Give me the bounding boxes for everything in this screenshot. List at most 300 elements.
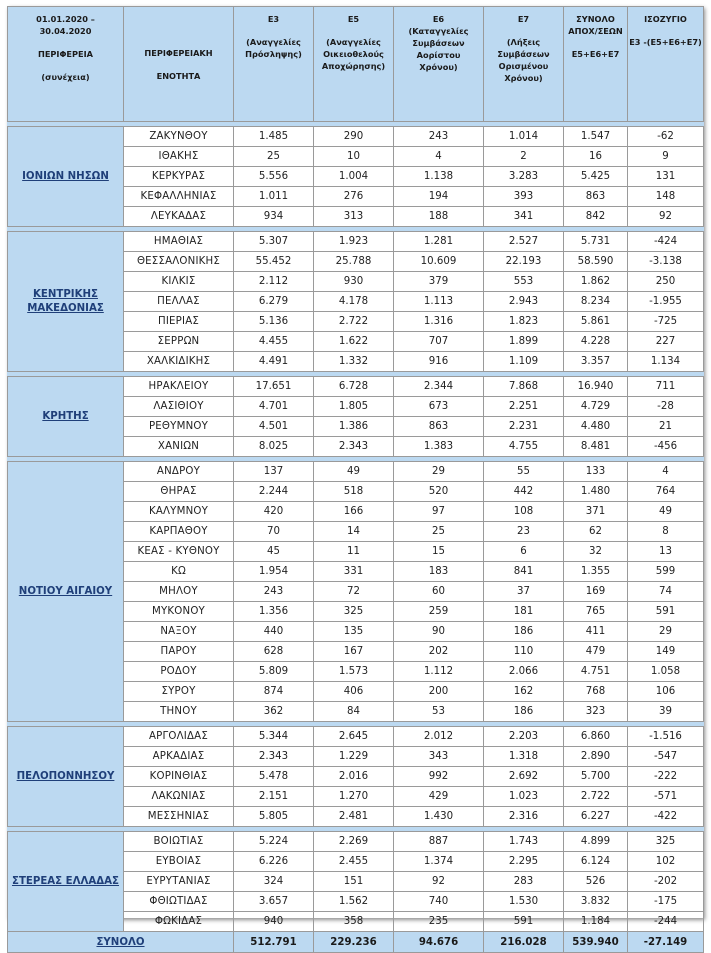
- e3-value: 362: [234, 702, 314, 722]
- e6-value: 10.609: [394, 252, 484, 272]
- unit-header: ΠΕΡΙΦΕΡΕΙΑΚΗ ΕΝΟΤΗΤΑ: [124, 7, 234, 122]
- balance-value: -28: [628, 397, 704, 417]
- sum-value: 4.480: [564, 417, 628, 437]
- e6-value: 1.430: [394, 807, 484, 827]
- table-row: [8, 377, 704, 397]
- sum-value: 169: [564, 582, 628, 602]
- e7-value: 23: [484, 522, 564, 542]
- e5-value: 1.573: [314, 662, 394, 682]
- e6-value: 863: [394, 417, 484, 437]
- unit-name: ΜΕΣΣΗΝΙΑΣ: [124, 807, 234, 827]
- unit-name: ΒΟΙΩΤΙΑΣ: [124, 832, 234, 852]
- e6-value: 235: [394, 912, 484, 932]
- region-name: ΝΟΤΙΟΥ ΑΙΓΑΙΟΥ: [8, 462, 124, 722]
- sum-value: 4.751: [564, 662, 628, 682]
- header-row: [8, 7, 704, 122]
- e6-value: 520: [394, 482, 484, 502]
- e3-value: 6.279: [234, 292, 314, 312]
- table-row: [8, 727, 704, 747]
- table-row: [8, 462, 704, 482]
- sum-value: 3.832: [564, 892, 628, 912]
- e7-value: 2.295: [484, 852, 564, 872]
- e3-value: 5.556: [234, 167, 314, 187]
- e5-value: 2.343: [314, 437, 394, 457]
- e7-value: 55: [484, 462, 564, 482]
- e3-value: 4.491: [234, 352, 314, 372]
- unit-name: ΗΜΑΘΙΑΣ: [124, 232, 234, 252]
- e6-value: 60: [394, 582, 484, 602]
- unit-name: ΜΥΚΟΝΟΥ: [124, 602, 234, 622]
- sum-value: 6.227: [564, 807, 628, 827]
- sum-value: 2.722: [564, 787, 628, 807]
- balance-value: 711: [628, 377, 704, 397]
- e3-header: Ε3 (Αναγγελίες Πρόσληψης): [234, 7, 314, 122]
- e7-value: 2.203: [484, 727, 564, 747]
- e7-value: 283: [484, 872, 564, 892]
- sum-value: 3.357: [564, 352, 628, 372]
- e5-value: 1.332: [314, 352, 394, 372]
- e6-value: 90: [394, 622, 484, 642]
- e6-value: 1.112: [394, 662, 484, 682]
- e6-header: Ε6 (Καταγγελίες Συμβάσεων Αορίστου Χρόνου): [394, 7, 484, 122]
- sum-value: 8.234: [564, 292, 628, 312]
- e7-header: Ε7 (Λήξεις Συμβάσεων Ορισμένου Χρόνου): [484, 7, 564, 122]
- e5-value: 84: [314, 702, 394, 722]
- e7-value: 591: [484, 912, 564, 932]
- e6-value: 992: [394, 767, 484, 787]
- e6-value: 2.344: [394, 377, 484, 397]
- balance-value: 106: [628, 682, 704, 702]
- e3-value: 3.657: [234, 892, 314, 912]
- e6-value: 343: [394, 747, 484, 767]
- e7-value: 2: [484, 147, 564, 167]
- region-name: ΚΡΗΤΗΣ: [8, 377, 124, 457]
- e5-value: 290: [314, 127, 394, 147]
- e5-value: 72: [314, 582, 394, 602]
- e5-value: 2.269: [314, 832, 394, 852]
- unit-name: ΚΕΡΚΥΡΑΣ: [124, 167, 234, 187]
- sum-value: 16.940: [564, 377, 628, 397]
- e3-value: 5.344: [234, 727, 314, 747]
- e5-value: 1.562: [314, 892, 394, 912]
- e7-value: 110: [484, 642, 564, 662]
- employment-flows-table: [7, 6, 704, 953]
- e7-value: 1.109: [484, 352, 564, 372]
- sum-value: 842: [564, 207, 628, 227]
- e7-value: 1.014: [484, 127, 564, 147]
- balance-value: 250: [628, 272, 704, 292]
- balance-value: -725: [628, 312, 704, 332]
- e3-value: 1.954: [234, 562, 314, 582]
- e3-value: 940: [234, 912, 314, 932]
- e7-value: 162: [484, 682, 564, 702]
- e7-value: 553: [484, 272, 564, 292]
- e3-value: 874: [234, 682, 314, 702]
- unit-name: ΘΗΡΑΣ: [124, 482, 234, 502]
- e3-value: 17.651: [234, 377, 314, 397]
- balance-value: 49: [628, 502, 704, 522]
- e6-value: 1.383: [394, 437, 484, 457]
- sum-value: 5.731: [564, 232, 628, 252]
- e7-value: 1.023: [484, 787, 564, 807]
- e3-value: 2.244: [234, 482, 314, 502]
- e5-value: 1.386: [314, 417, 394, 437]
- e7-value: 6: [484, 542, 564, 562]
- unit-name: ΡΟΔΟΥ: [124, 662, 234, 682]
- e3-value: 5.224: [234, 832, 314, 852]
- total-e7: 216.028: [484, 932, 564, 953]
- e3-value: 5.809: [234, 662, 314, 682]
- e3-value: 440: [234, 622, 314, 642]
- sum-value: 1.355: [564, 562, 628, 582]
- e3-value: 243: [234, 582, 314, 602]
- e3-value: 8.025: [234, 437, 314, 457]
- e3-value: 324: [234, 872, 314, 892]
- sum-value: 1.184: [564, 912, 628, 932]
- e7-value: 186: [484, 622, 564, 642]
- e3-value: 137: [234, 462, 314, 482]
- e7-value: 2.251: [484, 397, 564, 417]
- e6-value: 707: [394, 332, 484, 352]
- unit-name: ΗΡΑΚΛΕΙΟΥ: [124, 377, 234, 397]
- sum-value: 2.890: [564, 747, 628, 767]
- total-e6: 94.676: [394, 932, 484, 953]
- unit-name: ΑΝΔΡΟΥ: [124, 462, 234, 482]
- e7-value: 4.755: [484, 437, 564, 457]
- balance-value: -1.516: [628, 727, 704, 747]
- sum-value: 4.899: [564, 832, 628, 852]
- e7-value: 108: [484, 502, 564, 522]
- unit-name: ΕΥΒΟΙΑΣ: [124, 852, 234, 872]
- e5-value: 135: [314, 622, 394, 642]
- document-page: [7, 6, 703, 948]
- sum-value: 765: [564, 602, 628, 622]
- balance-value: 591: [628, 602, 704, 622]
- sum-value: 4.729: [564, 397, 628, 417]
- e6-value: 887: [394, 832, 484, 852]
- balance-value: 148: [628, 187, 704, 207]
- unit-name: ΛΕΥΚΑΔΑΣ: [124, 207, 234, 227]
- unit-name: ΜΗΛΟΥ: [124, 582, 234, 602]
- sum-value: 5.425: [564, 167, 628, 187]
- e5-value: 4.178: [314, 292, 394, 312]
- e7-value: 186: [484, 702, 564, 722]
- balance-value: -422: [628, 807, 704, 827]
- e6-value: 2.012: [394, 727, 484, 747]
- e7-value: 181: [484, 602, 564, 622]
- balance-value: 74: [628, 582, 704, 602]
- total-sum: 539.940: [564, 932, 628, 953]
- balance-value: 764: [628, 482, 704, 502]
- sum-value: 6.124: [564, 852, 628, 872]
- balance-value: -62: [628, 127, 704, 147]
- unit-name: ΠΑΡΟΥ: [124, 642, 234, 662]
- unit-name: ΧΑΝΙΩΝ: [124, 437, 234, 457]
- balance-value: -175: [628, 892, 704, 912]
- e7-value: 1.530: [484, 892, 564, 912]
- unit-name: ΦΩΚΙΔΑΣ: [124, 912, 234, 932]
- unit-name: ΚΙΛΚΙΣ: [124, 272, 234, 292]
- e6-value: 29: [394, 462, 484, 482]
- balance-value: 39: [628, 702, 704, 722]
- e6-value: 194: [394, 187, 484, 207]
- e6-value: 53: [394, 702, 484, 722]
- e3-value: 5.136: [234, 312, 314, 332]
- balance-value: -202: [628, 872, 704, 892]
- e5-header: Ε5 (Αναγγελίες Οικειοθελούς Αποχώρησης): [314, 7, 394, 122]
- sum-value: 58.590: [564, 252, 628, 272]
- e7-value: 1.743: [484, 832, 564, 852]
- balance-value: 92: [628, 207, 704, 227]
- table-row: [8, 127, 704, 147]
- e6-value: 916: [394, 352, 484, 372]
- period-header: 01.01.2020 – 30.04.2020 ΠΕΡΙΦΕΡΕΙΑ (συνέχεια): [8, 7, 124, 122]
- balance-value: 227: [628, 332, 704, 352]
- e7-value: 7.868: [484, 377, 564, 397]
- e6-value: 183: [394, 562, 484, 582]
- unit-name: ΠΕΛΛΑΣ: [124, 292, 234, 312]
- e6-value: 1.281: [394, 232, 484, 252]
- e5-value: 151: [314, 872, 394, 892]
- e3-value: 2.343: [234, 747, 314, 767]
- e6-value: 188: [394, 207, 484, 227]
- unit-name: ΙΘΑΚΗΣ: [124, 147, 234, 167]
- e7-value: 2.527: [484, 232, 564, 252]
- region-name: ΠΕΛΟΠΟΝΝΗΣΟΥ: [8, 727, 124, 827]
- sum-value: 526: [564, 872, 628, 892]
- e5-value: 313: [314, 207, 394, 227]
- sum-value: 1.862: [564, 272, 628, 292]
- sum-value: 1.480: [564, 482, 628, 502]
- e5-value: 1.805: [314, 397, 394, 417]
- e3-value: 934: [234, 207, 314, 227]
- total-e3: 512.791: [234, 932, 314, 953]
- e6-value: 1.374: [394, 852, 484, 872]
- sum-value: 863: [564, 187, 628, 207]
- e7-value: 1.823: [484, 312, 564, 332]
- e3-value: 1.011: [234, 187, 314, 207]
- e3-value: 45: [234, 542, 314, 562]
- unit-name: ΚΑΛΥΜΝΟΥ: [124, 502, 234, 522]
- e7-value: 2.316: [484, 807, 564, 827]
- e3-value: 5.478: [234, 767, 314, 787]
- sum-value: 5.700: [564, 767, 628, 787]
- sum-value: 479: [564, 642, 628, 662]
- unit-name: ΡΕΘΥΜΝΟΥ: [124, 417, 234, 437]
- balance-value: -547: [628, 747, 704, 767]
- e6-value: 379: [394, 272, 484, 292]
- balance-value: -222: [628, 767, 704, 787]
- e5-value: 167: [314, 642, 394, 662]
- table-body: [8, 122, 704, 953]
- e3-value: 6.226: [234, 852, 314, 872]
- balance-value: 21: [628, 417, 704, 437]
- e3-value: 4.455: [234, 332, 314, 352]
- total-row: [8, 932, 704, 953]
- e6-value: 200: [394, 682, 484, 702]
- unit-name: ΝΑΞΟΥ: [124, 622, 234, 642]
- e5-value: 1.923: [314, 232, 394, 252]
- balance-value: 149: [628, 642, 704, 662]
- e5-value: 518: [314, 482, 394, 502]
- e5-value: 331: [314, 562, 394, 582]
- balance-value: 8: [628, 522, 704, 542]
- e5-value: 2.016: [314, 767, 394, 787]
- total-e5: 229.236: [314, 932, 394, 953]
- e3-value: 628: [234, 642, 314, 662]
- e3-value: 1.356: [234, 602, 314, 622]
- total-label: ΣΥΝΟΛΟ: [8, 932, 234, 953]
- unit-name: ΚΩ: [124, 562, 234, 582]
- e5-value: 166: [314, 502, 394, 522]
- sum-value: 16: [564, 147, 628, 167]
- unit-name: ΚΟΡΙΝΘΙΑΣ: [124, 767, 234, 787]
- e5-value: 1.004: [314, 167, 394, 187]
- e5-value: 14: [314, 522, 394, 542]
- unit-name: ΑΡΓΟΛΙΔΑΣ: [124, 727, 234, 747]
- e6-value: 673: [394, 397, 484, 417]
- unit-name: ΚΕΑΣ - ΚΥΘΝΟΥ: [124, 542, 234, 562]
- e7-value: 22.193: [484, 252, 564, 272]
- e3-value: 2.151: [234, 787, 314, 807]
- balance-value: -424: [628, 232, 704, 252]
- e5-value: 10: [314, 147, 394, 167]
- e6-value: 25: [394, 522, 484, 542]
- e5-value: 25.788: [314, 252, 394, 272]
- e3-value: 4.501: [234, 417, 314, 437]
- region-name: ΚΕΝΤΡΙΚΗΣ ΜΑΚΕΔΟΝΙΑΣ: [8, 232, 124, 372]
- unit-name: ΚΑΡΠΑΘΟΥ: [124, 522, 234, 542]
- sum-value: 4.228: [564, 332, 628, 352]
- e5-value: 358: [314, 912, 394, 932]
- total-balance: -27.149: [628, 932, 704, 953]
- table-row: [8, 832, 704, 852]
- e6-value: 1.138: [394, 167, 484, 187]
- sum-value: 5.861: [564, 312, 628, 332]
- e7-value: 841: [484, 562, 564, 582]
- balance-value: 131: [628, 167, 704, 187]
- balance-value: 1.134: [628, 352, 704, 372]
- unit-name: ΛΑΚΩΝΙΑΣ: [124, 787, 234, 807]
- unit-name: ΖΑΚΥΝΘΟΥ: [124, 127, 234, 147]
- e5-value: 2.722: [314, 312, 394, 332]
- e6-value: 1.113: [394, 292, 484, 312]
- sum-value: 323: [564, 702, 628, 722]
- balance-value: 29: [628, 622, 704, 642]
- e3-value: 420: [234, 502, 314, 522]
- unit-name: ΠΙΕΡΙΑΣ: [124, 312, 234, 332]
- unit-name: ΦΘΙΩΤΙΔΑΣ: [124, 892, 234, 912]
- e6-value: 1.316: [394, 312, 484, 332]
- e5-value: 2.645: [314, 727, 394, 747]
- e6-value: 243: [394, 127, 484, 147]
- e5-value: 6.728: [314, 377, 394, 397]
- balance-header: ΙΣΟΖΥΓΙΟ Ε3 -(Ε5+Ε6+Ε7): [628, 7, 704, 122]
- e7-value: 1.318: [484, 747, 564, 767]
- e5-value: 1.270: [314, 787, 394, 807]
- e6-value: 429: [394, 787, 484, 807]
- e3-value: 70: [234, 522, 314, 542]
- unit-name: ΧΑΛΚΙΔΙΚΗΣ: [124, 352, 234, 372]
- table-row: [8, 232, 704, 252]
- e5-value: 930: [314, 272, 394, 292]
- e5-value: 406: [314, 682, 394, 702]
- e7-value: 2.692: [484, 767, 564, 787]
- sum-value: 133: [564, 462, 628, 482]
- e3-value: 4.701: [234, 397, 314, 417]
- balance-value: 9: [628, 147, 704, 167]
- e5-value: 1.229: [314, 747, 394, 767]
- unit-name: ΛΑΣΙΘΙΟΥ: [124, 397, 234, 417]
- e5-value: 2.455: [314, 852, 394, 872]
- sum-value: 768: [564, 682, 628, 702]
- balance-value: 599: [628, 562, 704, 582]
- e6-value: 740: [394, 892, 484, 912]
- balance-value: 4: [628, 462, 704, 482]
- e6-value: 97: [394, 502, 484, 522]
- e7-value: 3.283: [484, 167, 564, 187]
- balance-value: -456: [628, 437, 704, 457]
- region-name: ΙΟΝΙΩΝ ΝΗΣΩΝ: [8, 127, 124, 227]
- e6-value: 15: [394, 542, 484, 562]
- sum-value: 371: [564, 502, 628, 522]
- sum-value: 62: [564, 522, 628, 542]
- e7-value: 2.231: [484, 417, 564, 437]
- e6-value: 259: [394, 602, 484, 622]
- e6-value: 92: [394, 872, 484, 892]
- e7-value: 1.899: [484, 332, 564, 352]
- unit-name: ΕΥΡΥΤΑΝΙΑΣ: [124, 872, 234, 892]
- e6-value: 4: [394, 147, 484, 167]
- balance-value: 13: [628, 542, 704, 562]
- e3-value: 2.112: [234, 272, 314, 292]
- unit-name: ΣΥΡΟΥ: [124, 682, 234, 702]
- e7-value: 2.943: [484, 292, 564, 312]
- e7-value: 393: [484, 187, 564, 207]
- e5-value: 276: [314, 187, 394, 207]
- e6-value: 202: [394, 642, 484, 662]
- e5-value: 2.481: [314, 807, 394, 827]
- unit-name: ΚΕΦΑΛΛΗΝΙΑΣ: [124, 187, 234, 207]
- balance-value: -1.955: [628, 292, 704, 312]
- unit-name: ΤΗΝΟΥ: [124, 702, 234, 722]
- unit-name: ΑΡΚΑΔΙΑΣ: [124, 747, 234, 767]
- balance-value: 1.058: [628, 662, 704, 682]
- balance-value: -3.138: [628, 252, 704, 272]
- e5-value: 1.622: [314, 332, 394, 352]
- balance-value: 102: [628, 852, 704, 872]
- region-name: ΣΤΕΡΕΑΣ ΕΛΛΑΔΑΣ: [8, 832, 124, 932]
- e3-value: 5.307: [234, 232, 314, 252]
- sum-value: 32: [564, 542, 628, 562]
- balance-value: -571: [628, 787, 704, 807]
- balance-value: -244: [628, 912, 704, 932]
- sum-value: 6.860: [564, 727, 628, 747]
- e7-value: 37: [484, 582, 564, 602]
- e3-value: 25: [234, 147, 314, 167]
- e5-value: 325: [314, 602, 394, 622]
- unit-name: ΘΕΣΣΑΛΟΝΙΚΗΣ: [124, 252, 234, 272]
- e3-value: 55.452: [234, 252, 314, 272]
- balance-value: 325: [628, 832, 704, 852]
- unit-name: ΣΕΡΡΩΝ: [124, 332, 234, 352]
- e5-value: 49: [314, 462, 394, 482]
- e3-value: 5.805: [234, 807, 314, 827]
- sum-header: ΣΥΝΟΛΟ ΑΠΟΧ/ΣΕΩΝ Ε5+Ε6+Ε7: [564, 7, 628, 122]
- e5-value: 11: [314, 542, 394, 562]
- sum-value: 8.481: [564, 437, 628, 457]
- e3-value: 1.485: [234, 127, 314, 147]
